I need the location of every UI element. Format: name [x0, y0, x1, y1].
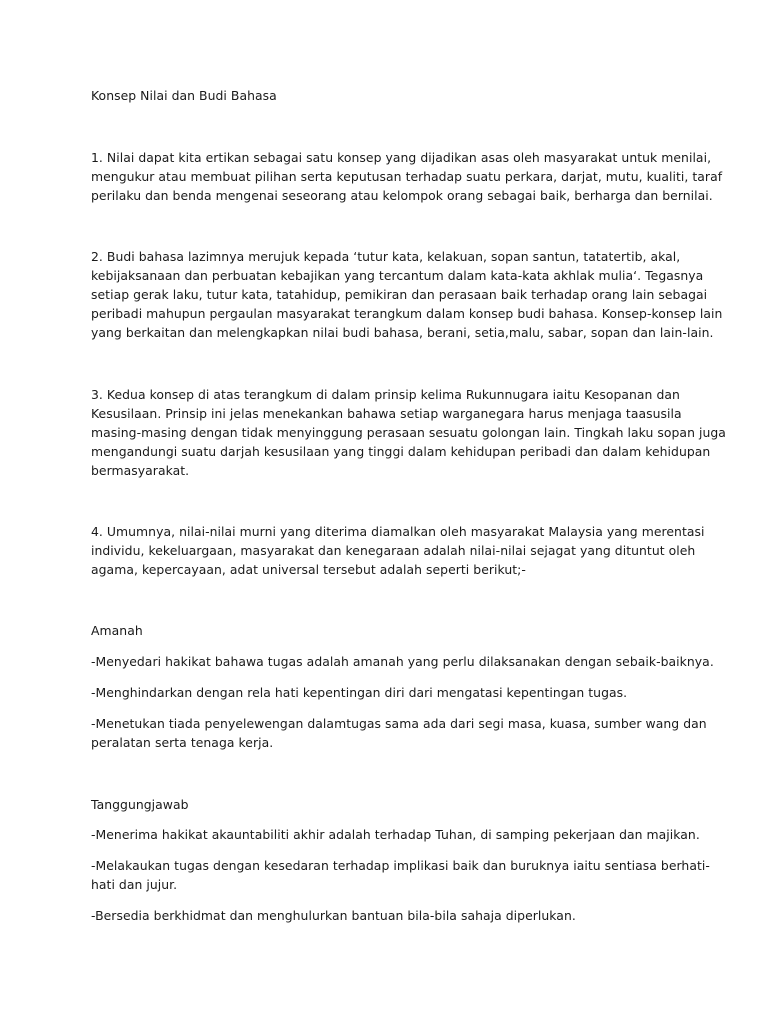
- paragraph-4: [91, 522, 705, 579]
- list-item: -Melakaukan tugas dengan kesedaran terhadap implikasi baik dan buruknya iaitu sentiasa berhati-: [91, 858, 710, 873]
- amanah-item-1: [91, 652, 714, 671]
- paragraph-line: 3. Kedua konsep di atas terangkum di dalam prinsip kelima Rukunnugara iaitu Kesopanan dan: [91, 387, 680, 402]
- list-item: -Menyedari hakikat bahawa tugas adalah amanah yang perlu dilaksanakan dengan sebaik-baiknya.: [91, 654, 714, 669]
- paragraph-line: bermasyarakat.: [91, 463, 190, 478]
- paragraph-line: 2. Budi bahasa lazimnya merujuk kepada ‘tutur kata, kelakuan, sopan santun, tatatertib, akal,: [91, 249, 681, 264]
- paragraph-line: individu, kekeluargaan, masyarakat dan kenegaraan adalah nilai-nilai sejagat yang dituntut oleh: [91, 543, 696, 558]
- paragraph-2: [91, 247, 723, 342]
- paragraph-line: 1. Nilai dapat kita ertikan sebagai satu konsep yang dijadikan asas oleh masyarakat untuk menilai,: [91, 150, 712, 165]
- paragraph-3: [91, 385, 726, 480]
- section-heading-tanggungjawab: [91, 795, 671, 814]
- list-item: -Bersedia berkhidmat dan menghulurkan bantuan bila-bila sahaja diperlukan.: [91, 908, 576, 923]
- section-heading: Tanggungjawab: [91, 797, 189, 812]
- amanah-item-2: [91, 683, 671, 702]
- paragraph-1: [91, 148, 723, 205]
- paragraph-line: perilaku dan benda mengenai seseorang atau kelompok orang sebagai baik, berharga dan bernilai.: [91, 188, 713, 203]
- list-item: -Menghindarkan dengan rela hati kepentingan diri dari mengatasi kepentingan tugas.: [91, 685, 628, 700]
- list-item: -Menetukan tiada penyelewengan dalamtugas sama ada dari segi masa, kuasa, sumber wang dan: [91, 716, 707, 731]
- tanggungjawab-item-3: [91, 906, 671, 925]
- paragraph-line: mengukur atau membuat pilihan serta keputusan terhadap suatu perkara, darjat, mutu, kualiti, taraf: [91, 169, 723, 184]
- section-heading-amanah: [91, 621, 671, 640]
- tanggungjawab-item-2: [91, 856, 710, 894]
- document-title: [91, 86, 671, 105]
- list-item: -Menerima hakikat akauntabiliti akhir adalah terhadap Tuhan, di samping pekerjaan dan majikan.: [91, 827, 700, 842]
- paragraph-line: agama, kepercayaan, adat universal tersebut adalah seperti berikut;-: [91, 562, 526, 577]
- paragraph-line: kebijaksanaan dan perbuatan kebajikan yang tercantum dalam kata-kata akhlak mulia‘. Tegasnya: [91, 268, 704, 283]
- paragraph-line: setiap gerak laku, tutur kata, tatahidup, pemikiran dan perasaan baik terhadap orang lain sebagai: [91, 287, 708, 302]
- paragraph-line: mengandungi suatu darjah kesusilaan yang tinggi dalam kehidupan peribadi dan dalam kehidupan: [91, 444, 711, 459]
- paragraph-line: 4. Umumnya, nilai-nilai murni yang diterima diamalkan oleh masyarakat Malaysia yang merentasi: [91, 524, 705, 539]
- list-item: peralatan serta tenaga kerja.: [91, 735, 274, 750]
- amanah-item-3: [91, 714, 707, 752]
- title-text: Konsep Nilai dan Budi Bahasa: [91, 88, 277, 103]
- paragraph-line: peribadi mahupun pergaulan masyarakat terangkum dalam konsep budi bahasa. Konsep-konsep lain: [91, 306, 723, 321]
- section-heading: Amanah: [91, 623, 143, 638]
- list-item: hati dan jujur.: [91, 877, 178, 892]
- paragraph-line: Kesusilaan. Prinsip ini jelas menekankan bahawa setiap warganegara harus menjaga taasusila: [91, 406, 682, 421]
- tanggungjawab-item-1: [91, 825, 700, 844]
- paragraph-line: yang berkaitan dan melengkapkan nilai budi bahasa, berani, setia,malu, sabar, sopan dan lain-lain.: [91, 325, 714, 340]
- paragraph-line: masing-masing dengan tidak menyinggung perasaan sesuatu golongan lain. Tingkah laku sopan juga: [91, 425, 726, 440]
